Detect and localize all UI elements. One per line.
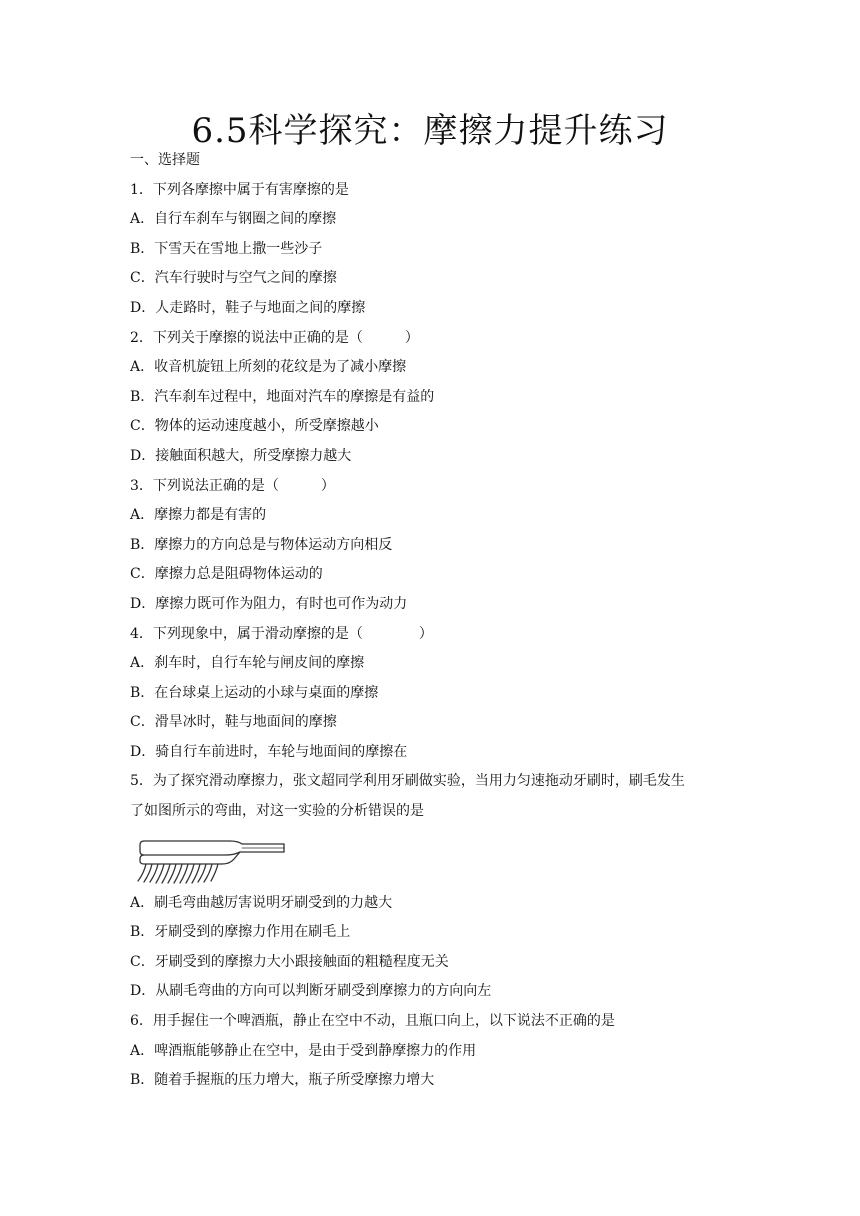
option-4b: B．在台球桌上运动的小球与桌面的摩擦 — [130, 684, 379, 701]
question-stem-5-line2: 了如图所示的弯曲，对这一实验的分析错误的是 — [130, 803, 424, 820]
question-stem-1: 1．下列各摩擦中属于有害摩擦的是 — [130, 181, 349, 198]
toothbrush-illustration — [130, 831, 290, 887]
option-1d: D．人走路时，鞋子与地面之间的摩擦 — [130, 299, 366, 316]
section-heading: 一、选择题 — [130, 152, 200, 168]
option-2c: C．物体的运动速度越小，所受摩擦越小 — [130, 418, 379, 435]
option-4c: C．滑旱冰时，鞋与地面间的摩擦 — [130, 714, 337, 731]
page-title: 6.5科学探究：摩擦力提升练习 — [191, 111, 669, 151]
option-4d: D．骑自行车前进时，车轮与地面间的摩擦在 — [130, 743, 408, 760]
option-1c: C．汽车行驶时与空气之间的摩擦 — [130, 270, 337, 287]
option-1b: B．下雪天在雪地上撒一些沙子 — [130, 240, 323, 257]
question-stem-5-line1: 5．为了探究滑动摩擦力，张文超同学利用牙刷做实验，当用力匀速拖动牙刷时，刷毛发生 — [130, 773, 685, 790]
option-2a: A．收音机旋钮上所刻的花纹是为了减小摩擦 — [130, 359, 407, 376]
option-6a: A．啤酒瓶能够静止在空中，是由于受到静摩擦力的作用 — [130, 1042, 477, 1059]
option-3b: B．摩擦力的方向总是与物体运动方向相反 — [130, 536, 393, 553]
option-5d: D．从刷毛弯曲的方向可以判断牙刷受到摩擦力的方向向左 — [130, 983, 492, 1000]
option-6b: B．随着手握瓶的压力增大，瓶子所受摩擦力增大 — [130, 1072, 435, 1089]
question-stem-4: 4．下列现象中，属于滑动摩擦的是（ ） — [130, 625, 433, 642]
option-3d: D．摩擦力既可作为阻力，有时也可作为动力 — [130, 595, 408, 612]
toothbrush-figure — [130, 827, 750, 889]
option-5a: A．刷毛弯曲越厉害说明牙刷受到的力越大 — [130, 894, 393, 911]
option-3a: A．摩擦力都是有害的 — [130, 507, 267, 524]
option-4a: A．刹车时，自行车轮与闸皮间的摩擦 — [130, 655, 365, 672]
question-stem-6: 6．用手握住一个啤酒瓶，静止在空中不动，且瓶口向上，以下说法不正确的是 — [130, 1013, 615, 1030]
option-1a: A．自行车刹车与钢圈之间的摩擦 — [130, 211, 337, 228]
option-5c: C．牙刷受到的摩擦力大小跟接触面的粗糙程度无关 — [130, 953, 449, 970]
option-3c: C．摩擦力总是阻碍物体运动的 — [130, 566, 323, 583]
question-stem-3: 3．下列说法正确的是（ ） — [130, 477, 335, 494]
option-2b: B．汽车刹车过程中，地面对汽车的摩擦是有益的 — [130, 388, 435, 405]
question-list — [130, 146, 750, 1096]
option-2d: D．接触面积越大，所受摩擦力越大 — [130, 447, 352, 464]
option-5b: B．牙刷受到的摩擦力作用在刷毛上 — [130, 924, 351, 941]
question-stem-2: 2．下列关于摩擦的说法中正确的是（ ） — [130, 329, 419, 346]
